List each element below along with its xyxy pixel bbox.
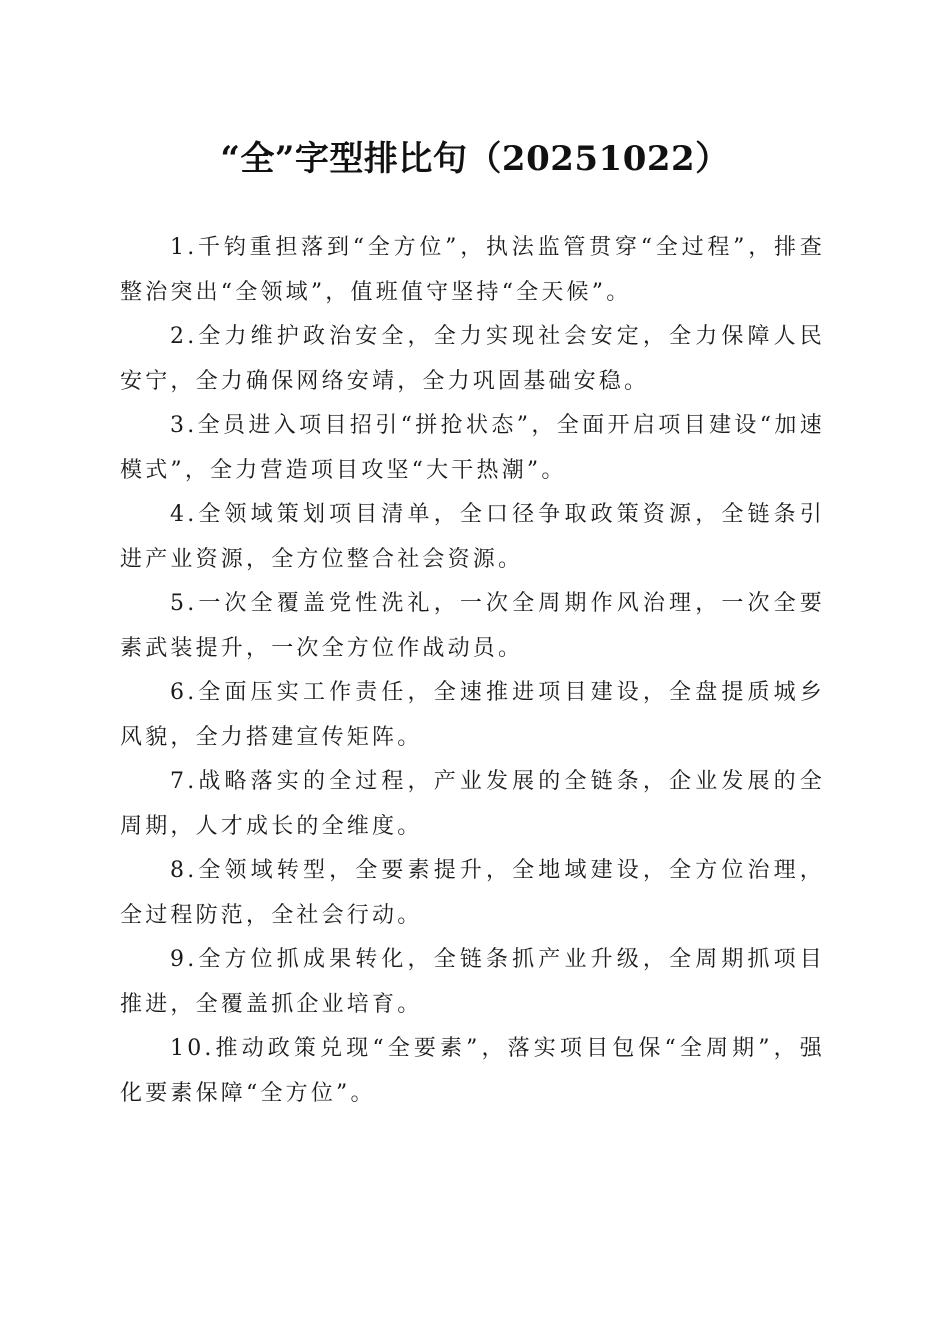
paragraph-1: 1.千钧重担落到“全方位”，执法监管贯穿“全过程”，排查整治突出“全领域”，值班值守坚持“全天候”。	[120, 235, 825, 305]
paragraph-7: 7.战略落实的全过程，产业发展的全链条，企业发展的全周期，人才成长的全维度。	[120, 769, 825, 839]
paragraph-3: 3.全员进入项目招引“拼抢状态”，全面开启项目建设“加速模式”，全力营造项目攻坚“大干热潮”。	[120, 413, 825, 483]
paragraph-9: 9.全方位抓成果转化，全链条抓产业升级，全周期抓项目推进，全覆盖抓企业培育。	[120, 947, 825, 1017]
paragraph-10: 10.推动政策兑现“全要素”，落实项目包保“全周期”，强化要素保障“全方位”。	[120, 1036, 825, 1106]
paragraph-6: 6.全面压实工作责任，全速推进项目建设，全盘提质城乡风貌，全力搭建宣传矩阵。	[120, 680, 825, 750]
paragraph-4: 4.全领域策划项目清单，全口径争取政策资源，全链条引进产业资源，全方位整合社会资源。	[120, 502, 825, 572]
paragraph-5: 5.一次全覆盖党性洗礼，一次全周期作风治理，一次全要素武装提升，一次全方位作战动员。	[120, 591, 825, 661]
paragraph-2: 2.全力维护政治安全，全力实现社会安定，全力保障人民安宁，全力确保网络安靖，全力巩固基础安稳。	[120, 324, 825, 394]
paragraph-8: 8.全领域转型，全要素提升，全地域建设，全方位治理，全过程防范，全社会行动。	[120, 858, 825, 928]
document-title: “全”字型排比句（20251022）	[220, 139, 730, 179]
document-body	[120, 226, 825, 1116]
